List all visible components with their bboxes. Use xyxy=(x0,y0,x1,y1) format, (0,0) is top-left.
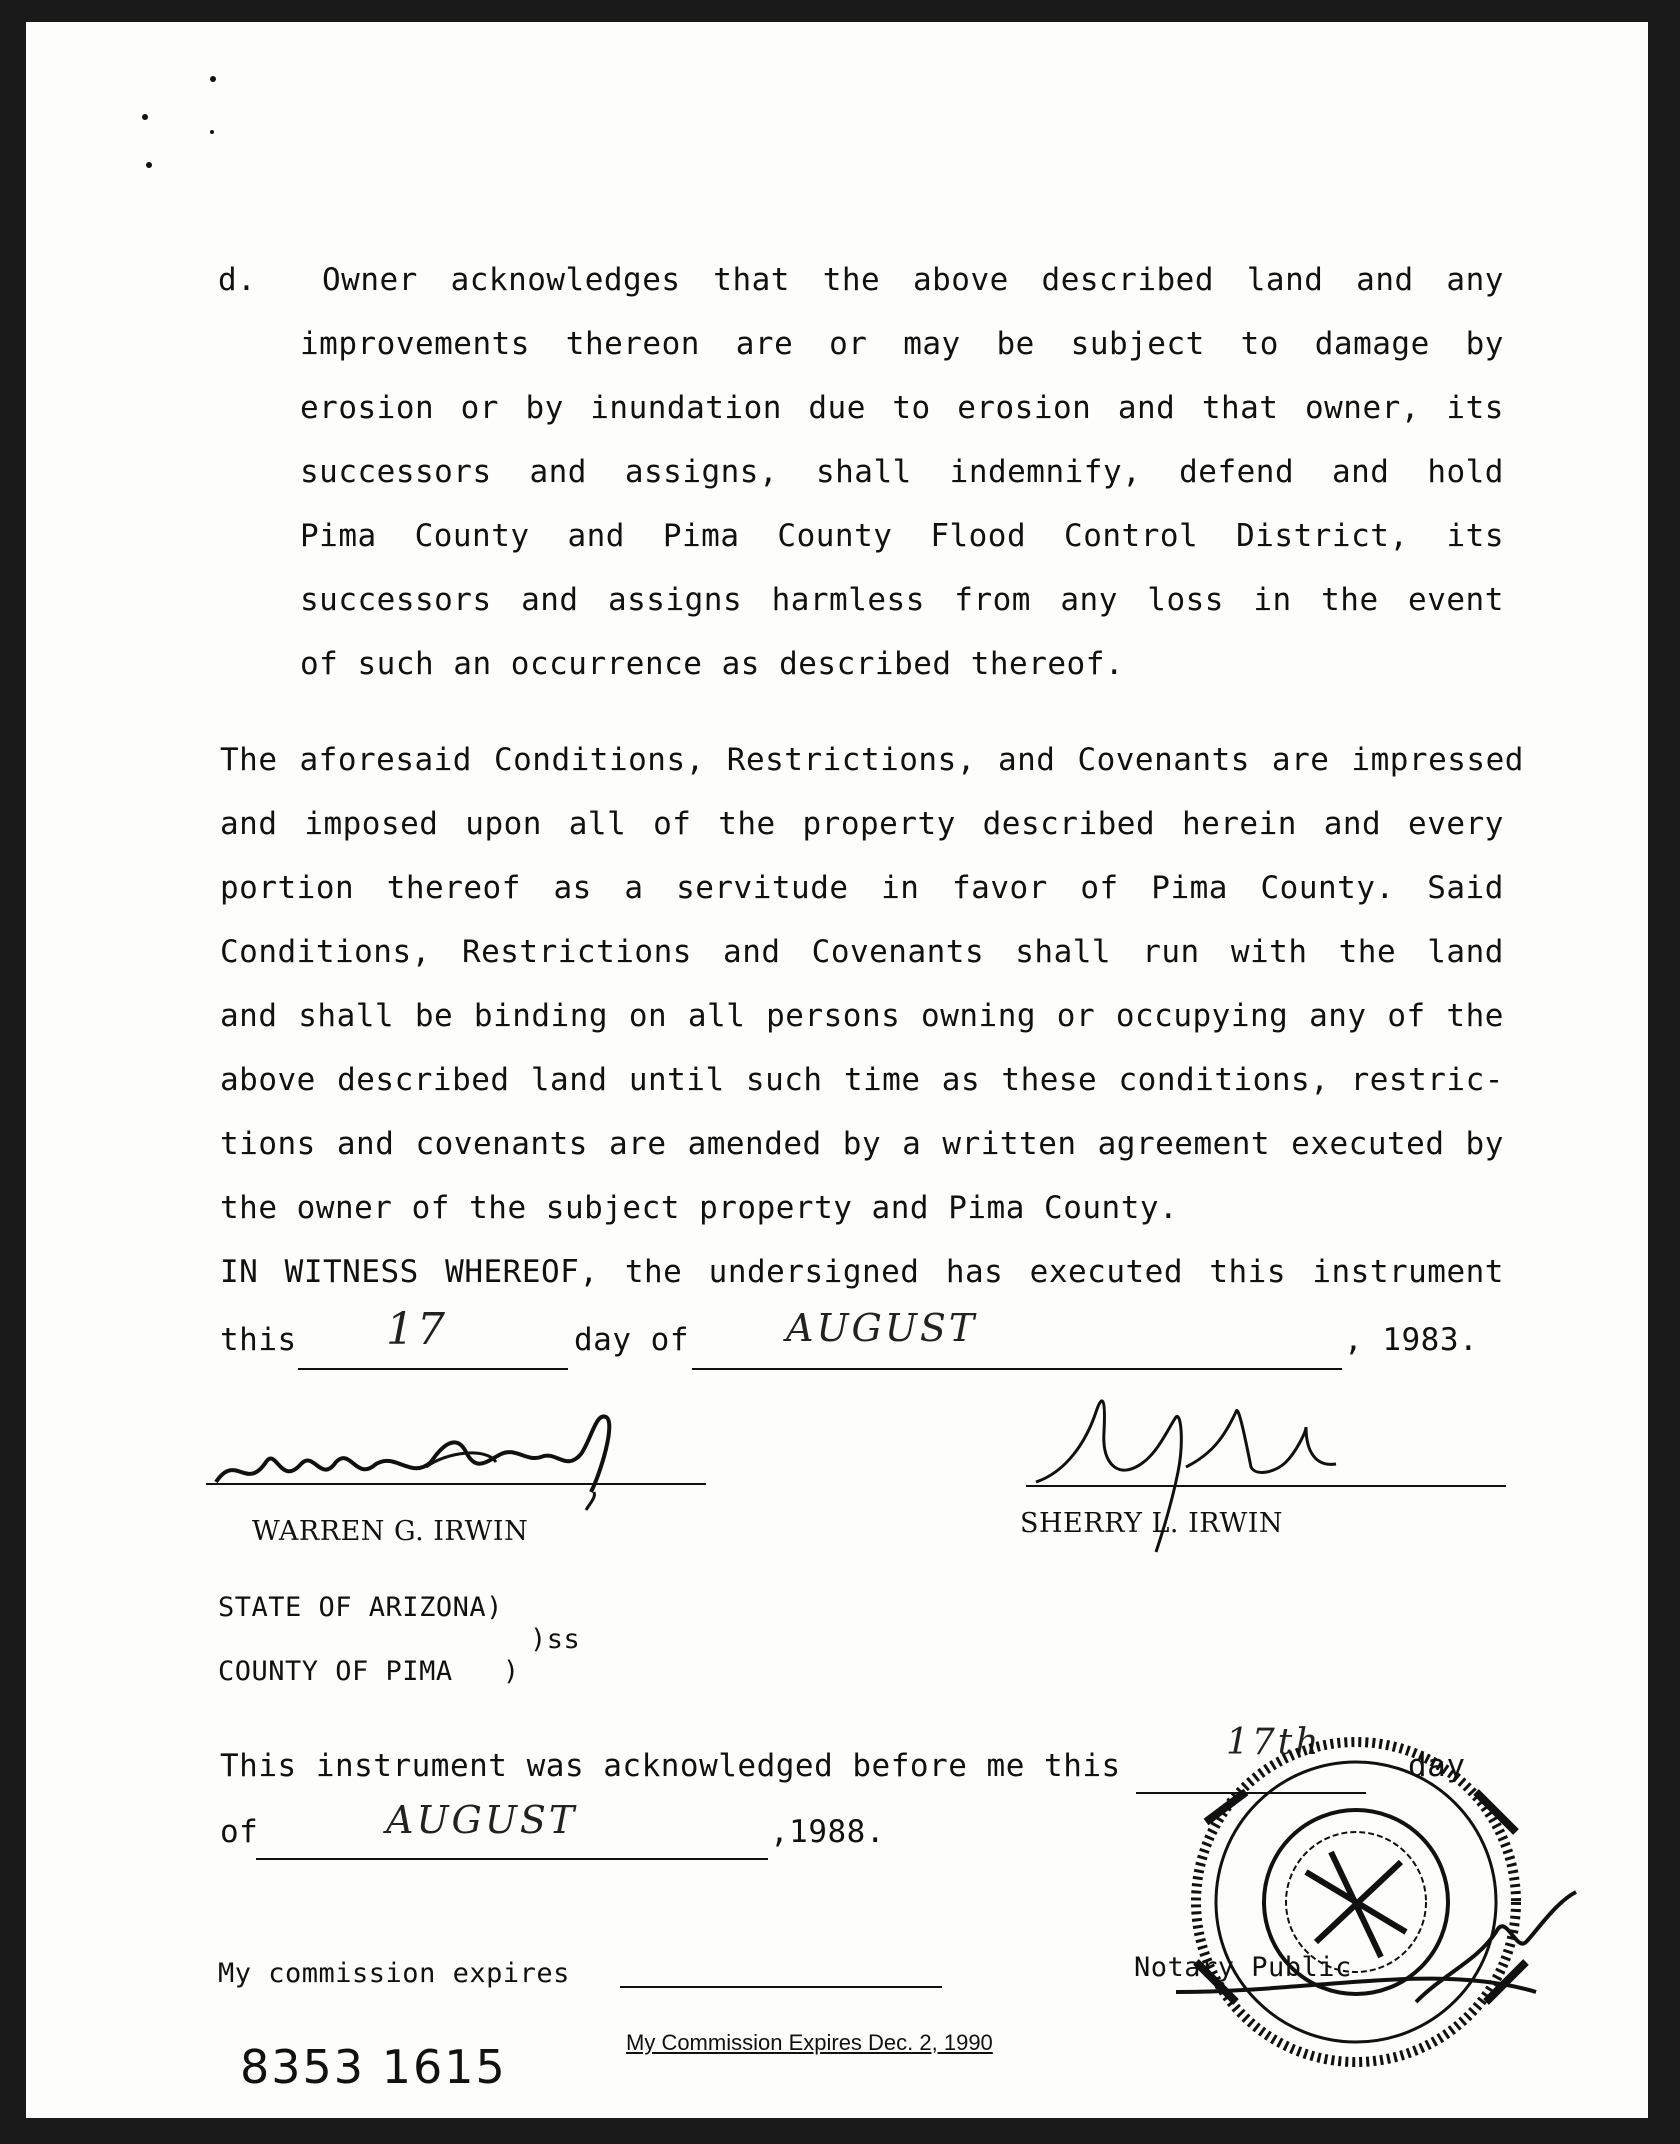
main-paragraph-line: above described land until such time as these conditions, restric- xyxy=(220,1062,1504,1098)
commission-label: My commission expires xyxy=(218,1958,570,1989)
day-blank xyxy=(298,1368,568,1370)
main-paragraph-line: and shall be binding on all persons owning or occupying any of the xyxy=(220,998,1504,1034)
scan-speck xyxy=(146,162,152,168)
paragraph-d-line: Owner acknowledges that the above described land and any xyxy=(322,262,1504,298)
witness-this-label: this xyxy=(220,1322,297,1358)
paragraph-d-line: Pima County and Pima County Flood Control District, its xyxy=(300,518,1504,554)
scan-speck xyxy=(142,114,148,120)
ack-month-blank xyxy=(256,1858,768,1860)
ack-year: ,1988. xyxy=(770,1814,885,1850)
commission-blank xyxy=(620,1986,942,1988)
signature-sherry xyxy=(1006,1372,1526,1572)
month-blank xyxy=(692,1368,1342,1370)
venue-ss: )ss xyxy=(530,1624,581,1655)
commission-stamp: My Commission Expires Dec. 2, 1990 xyxy=(626,2030,993,2055)
signer-name-left: WARREN G. IRWIN xyxy=(252,1516,529,1547)
witness-day-of-label: day of xyxy=(574,1322,689,1358)
main-paragraph-line: the owner of the subject property and Pima County. xyxy=(220,1190,1179,1226)
witness-year: , 1983. xyxy=(1344,1322,1479,1358)
venue-county: COUNTY OF PIMA ) xyxy=(218,1656,520,1687)
main-paragraph-line: and imposed upon all of the property described herein and every xyxy=(220,806,1504,842)
document-page xyxy=(26,22,1648,2118)
main-paragraph-line: The aforesaid Conditions, Restrictions, and Covenants are impressed xyxy=(220,742,1524,778)
main-paragraph-line: tions and covenants are amended by a written agreement executed by xyxy=(220,1126,1504,1162)
document-number: 8353 1615 xyxy=(240,2040,507,2094)
paragraph-d-line: of such an occurrence as described thereof. xyxy=(300,646,1125,682)
main-paragraph-line: Conditions, Restrictions and Covenants shall run with the land xyxy=(220,934,1504,970)
ack-of-label: of xyxy=(220,1814,259,1850)
paragraph-d-line: erosion or by inundation due to erosion and that owner, its xyxy=(300,390,1504,426)
witness-day-handwritten: 17 xyxy=(386,1304,448,1355)
ack-month-handwritten: AUGUST xyxy=(386,1798,578,1842)
scan-speck xyxy=(210,76,216,82)
ack-day-suffix: day xyxy=(1408,1748,1466,1784)
scan-speck xyxy=(210,130,214,134)
paragraph-d-line: successors and assigns harmless from any loss in the event xyxy=(300,582,1504,618)
venue-state: STATE OF ARIZONA) xyxy=(218,1592,503,1623)
signature-warren xyxy=(196,1392,736,1512)
notary-seal xyxy=(1116,1702,1616,2082)
notary-public-label: Notary Public xyxy=(1134,1952,1352,1983)
ack-day-handwritten: 17th xyxy=(1226,1722,1322,1763)
paragraph-d-line: improvements thereon are or may be subject to damage by xyxy=(300,326,1504,362)
acknowledgment-line: This instrument was acknowledged before me this xyxy=(220,1748,1121,1784)
paragraph-d-marker: d. xyxy=(218,262,257,298)
witness-line: IN WITNESS WHEREOF, the undersigned has executed this instrument xyxy=(220,1254,1504,1290)
main-paragraph-line: portion thereof as a servitude in favor of Pima County. Said xyxy=(220,870,1504,906)
signer-name-right: SHERRY L. IRWIN xyxy=(1020,1508,1284,1539)
paragraph-d-line: successors and assigns, shall indemnify, defend and hold xyxy=(300,454,1504,490)
witness-month-handwritten: AUGUST xyxy=(786,1306,978,1350)
